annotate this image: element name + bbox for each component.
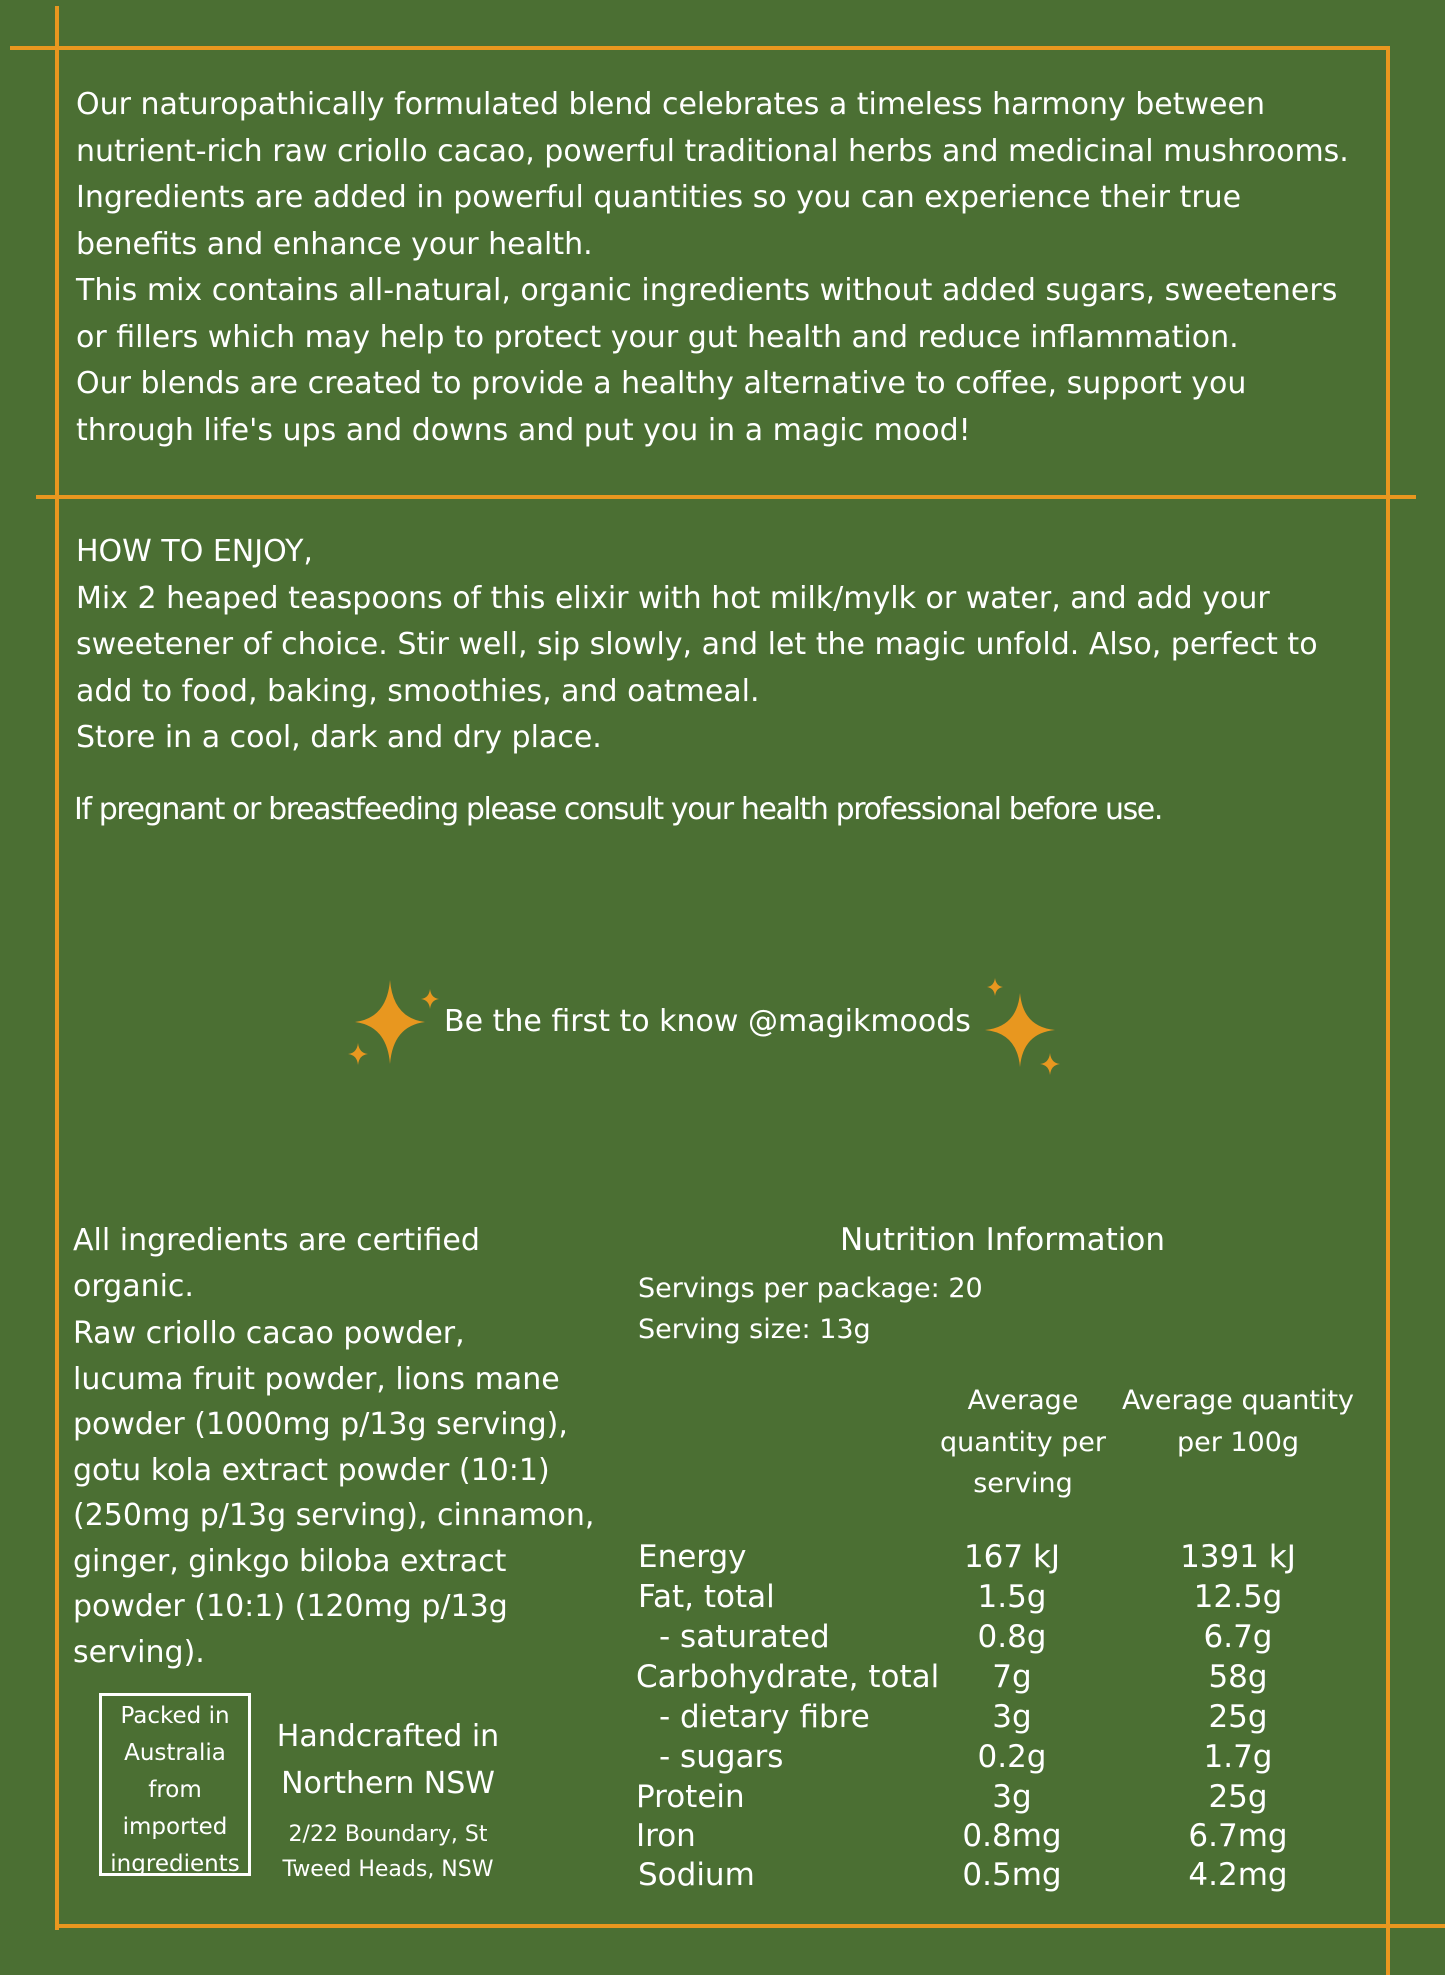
- nutrition-row-fat-total: [0, 1579, 1445, 1618]
- per-100g-value: 1391 kJ: [1180, 1539, 1296, 1575]
- nutrition-title: Nutrition Information: [840, 1222, 1166, 1258]
- nutrition-row-sugars: [0, 1739, 1445, 1778]
- per-serving-value: 0.5mg: [962, 1857, 1062, 1893]
- how-to-line: sweetener of choice. Stir well, sip slowly, and let the magic unfold. Also, perfect to: [76, 627, 1318, 662]
- handcrafted-line: Handcrafted in: [276, 1719, 500, 1754]
- per-100g-value: 58g: [1208, 1659, 1268, 1695]
- per-100g-value: 12.5g: [1193, 1579, 1283, 1615]
- per-100g-value: 6.7mg: [1188, 1818, 1288, 1854]
- social-handle: Be the first to know @magikmoods: [444, 1004, 971, 1039]
- nutrition-row-dietary-fibre: [0, 1699, 1445, 1738]
- sparkle-icon: [340, 975, 460, 1075]
- nutrient-label: Iron: [636, 1818, 696, 1854]
- per-serving-value: 3g: [992, 1699, 1032, 1735]
- nutrition-row-saturated: [0, 1619, 1445, 1658]
- how-to-line: Mix 2 heaped teaspoons of this elixir with hot milk/mylk or water, and add your: [76, 580, 1270, 616]
- how-to-enjoy-section: [76, 529, 1318, 762]
- frame-bottom-line: [55, 1924, 1445, 1928]
- per-serving-value: 0.8g: [977, 1619, 1047, 1655]
- nutrient-label: Fat, total: [638, 1579, 775, 1615]
- nutrient-label: Sodium: [638, 1857, 755, 1893]
- frame-divider-line: [36, 495, 1416, 499]
- intro-line: benefits and enhance your health.: [76, 226, 593, 262]
- intro-line: nutrient-rich raw criollo cacao, powerful traditional herbs and medicinal mushrooms.: [76, 133, 1349, 169]
- nutrition-row-carbohydrate: [0, 1659, 1445, 1698]
- nutrition-row-iron: [0, 1818, 1445, 1857]
- certified-line: organic.: [73, 1268, 194, 1304]
- packed-line: imported: [122, 1814, 228, 1840]
- packed-line: from: [148, 1777, 202, 1803]
- pregnancy-warning: If pregnant or breastfeeding please consult your health professional before use.: [74, 792, 1163, 827]
- column-header-per-serving: Average quantity per serving: [940, 1385, 1106, 1499]
- per-serving-value: 0.8mg: [962, 1818, 1062, 1854]
- intro-line: This mix contains all-natural, organic ingredients without added sugars, sweeteners: [76, 273, 1338, 308]
- per-serving-value: 1.5g: [977, 1579, 1047, 1615]
- how-to-line: add to food, baking, smoothies, and oatmeal.: [76, 673, 760, 709]
- nutrition-row-sodium: [0, 1857, 1445, 1896]
- sparkle-icon: [970, 975, 1070, 1085]
- nutrient-label: Protein: [636, 1779, 745, 1815]
- intro-line: Ingredients are added in powerful quantities so you can experience their true: [76, 180, 1242, 215]
- nutrition-row-energy: [0, 1539, 1445, 1578]
- frame-top-line: [10, 46, 1390, 50]
- ingredient-line: (250mg p/13g serving), cinnamon,: [73, 1498, 595, 1533]
- per-100g-value: 4.2mg: [1188, 1857, 1288, 1893]
- per-100g-value: 6.7g: [1203, 1619, 1273, 1655]
- per-serving-value: 167 kJ: [963, 1539, 1061, 1575]
- per-100g-value: 1.7g: [1203, 1739, 1273, 1775]
- address-line: Tweed Heads, NSW: [282, 1857, 494, 1882]
- intro-line: Our naturopathically formulated blend celebrates a timeless harmony between: [76, 87, 1265, 122]
- ingredient-line: Raw criollo cacao powder,: [73, 1316, 465, 1351]
- address-line: 2/22 Boundary, St: [288, 1822, 488, 1847]
- ingredient-line: gotu kola extract powder (10:1): [73, 1452, 550, 1488]
- nutrition-row-protein: [0, 1779, 1445, 1818]
- column-header-per-100g: Average quantity per 100g: [1121, 1385, 1355, 1458]
- intro-line: Our blends are created to provide a healthy alternative to coffee, support you: [76, 366, 1247, 401]
- certified-line: All ingredients are certified: [73, 1223, 480, 1258]
- per-100g-value: 25g: [1208, 1779, 1268, 1815]
- handcrafted-line: Northern NSW: [281, 1766, 495, 1801]
- nutrient-label: - sugars: [659, 1739, 784, 1775]
- per-100g-value: 25g: [1208, 1699, 1268, 1735]
- servings-per-package: Servings per package: 20: [638, 1273, 983, 1304]
- intro-line: through life's ups and downs and put you in a magic mood!: [76, 412, 971, 448]
- packed-line: Australia: [124, 1740, 226, 1766]
- ingredient-line: lucuma fruit powder, lions mane: [73, 1361, 560, 1397]
- nutrient-label: Energy: [638, 1539, 747, 1575]
- how-to-heading: HOW TO ENJOY,: [76, 534, 313, 569]
- ingredient-line: serving).: [73, 1634, 205, 1670]
- nutrient-label: - saturated: [659, 1619, 830, 1655]
- intro-paragraph: [76, 82, 1349, 454]
- per-serving-value: 7g: [992, 1659, 1032, 1695]
- per-serving-value: 0.2g: [977, 1739, 1047, 1775]
- nutrient-label: - dietary fibre: [659, 1699, 870, 1735]
- ingredient-line: powder (1000mg p/13g serving),: [73, 1407, 568, 1442]
- intro-line: or fillers which may help to protect your gut health and reduce inflammation.: [76, 319, 1239, 355]
- servings-info: [638, 1268, 983, 1350]
- packed-line: Packed in: [120, 1703, 230, 1729]
- nutrient-label: Carbohydrate, total: [636, 1659, 940, 1695]
- ingredient-line: ginger, ginkgo biloba extract: [73, 1543, 507, 1579]
- packed-line: ingredients: [110, 1851, 240, 1877]
- ingredient-line: powder (10:1) (120mg p/13g: [73, 1589, 508, 1624]
- per-serving-value: 3g: [992, 1779, 1032, 1815]
- storage-line: Store in a cool, dark and dry place.: [76, 720, 602, 755]
- serving-size: Serving size: 13g: [638, 1314, 871, 1345]
